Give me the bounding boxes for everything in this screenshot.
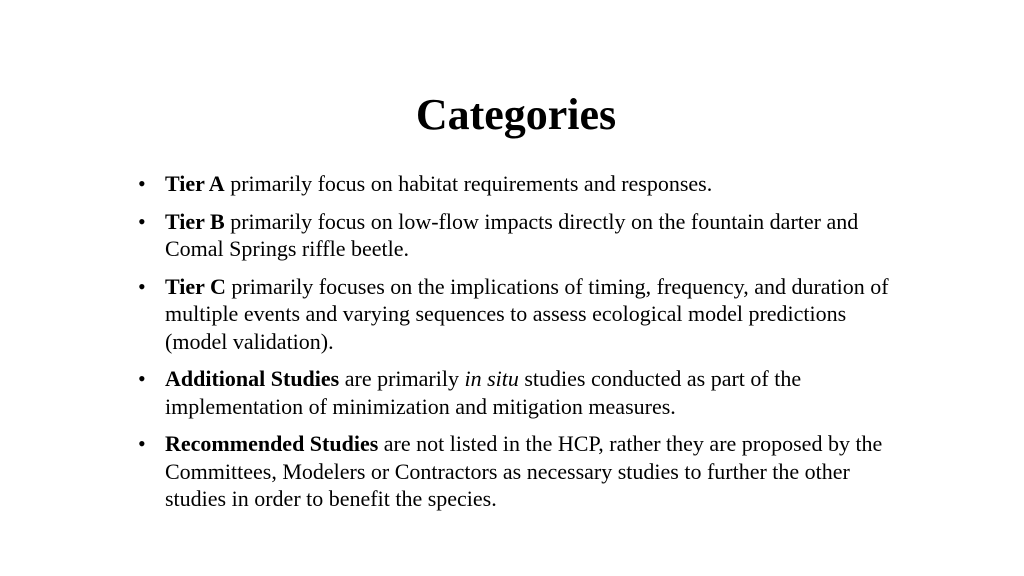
bullet-list [138,170,898,523]
bullet-term: Tier B [165,208,225,234]
bullet-text: are not listed in the HCP, rather they are proposed by the Committees, Modelers or Contractors as necessary studies to further the other studies in order to benefit the species. [165,431,883,511]
bullet-text: studies conducted as part of the implementation of minimization and mitigation measures. [165,366,802,419]
bullet-text: primarily focuses on the implications of timing, frequency, and duration of multiple events and varying sequences to assess ecological model predictions (model validation). [165,273,889,354]
bullet-marker: • [138,366,146,391]
bullet-marker: • [138,431,146,456]
slide-title: Categories [415,90,617,139]
bullet-text: are primarily [339,366,465,391]
bullet-marker: • [138,273,146,299]
bullet-term: Tier A [165,171,225,196]
bullet-marker: • [138,208,146,234]
bullet-text: primarily focus on habitat requirements and responses. [224,171,713,196]
bullet-marker: • [138,171,146,196]
bullet-recommended-studies [138,430,898,513]
bullet-term: Additional Studies [165,366,340,391]
bullet-additional-studies [138,365,898,420]
bullet-tier-c [138,273,898,356]
bullet-tier-a [138,170,898,198]
bullet-text: primarily focus on low-flow impacts directly on the fountain darter and Comal Springs riffle beetle. [165,208,859,261]
bullet-term: Tier C [165,273,226,299]
bullet-tier-b [138,208,898,263]
bullet-term: Recommended Studies [165,431,379,456]
bullet-emphasis: in situ [464,366,519,391]
